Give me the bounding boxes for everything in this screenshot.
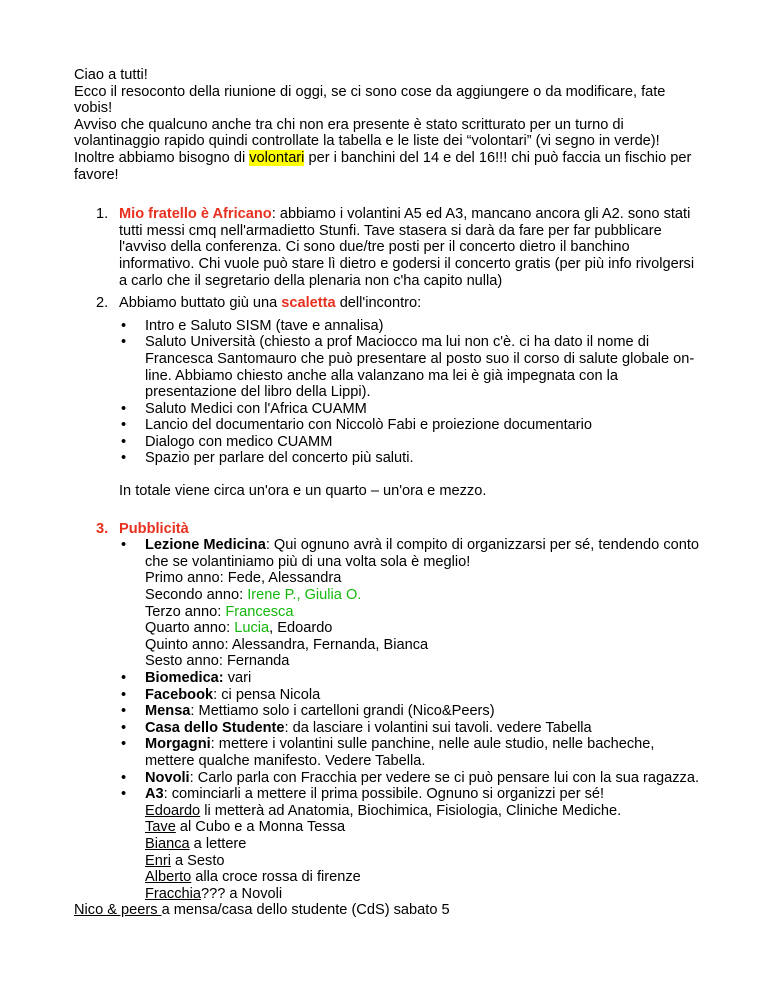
- assignment: [145, 853, 704, 870]
- list-item-facebook: [119, 687, 704, 704]
- text: : cominciarli a mettere il prima possibile. Ognuno si organizzi per sé!: [163, 786, 605, 803]
- label: Casa dello Studente: [145, 719, 285, 736]
- agenda-list: [119, 318, 704, 467]
- bullet-icon: •: [121, 769, 127, 786]
- list-item-biomedica: [119, 670, 704, 687]
- bullet-icon: •: [121, 670, 127, 686]
- bullet-icon: •: [121, 786, 127, 803]
- bullet-icon: •: [121, 334, 127, 351]
- item-title: Pubblicità: [119, 520, 189, 537]
- list-item-a3: [119, 786, 704, 902]
- text: : ci pensa Nicola: [213, 686, 321, 703]
- list-item: [119, 434, 704, 451]
- person-name: Alberto: [145, 869, 192, 886]
- bullet-text: Saluto Università (chiesto a prof Maciocco ma lui non c'è. ci ha dato il nome di Francesca Santomauro che può presentare al posto suo il corso di salute globale on-line. Abbiamo chiesto anche alla valanzano ma lei è già impegnata con la presentazione del libro della Lippi).: [145, 334, 695, 401]
- list-number: 3.: [96, 520, 109, 537]
- bullet-icon: •: [121, 703, 127, 720]
- list-number: 2.: [96, 295, 109, 312]
- text: vari: [223, 670, 252, 686]
- label: Quarto anno:: [145, 620, 235, 637]
- assignment: [145, 869, 704, 886]
- main-list: [74, 206, 704, 902]
- volunteer-names: Irene P., Giulia O.: [247, 587, 362, 604]
- bullet-icon: •: [121, 317, 127, 334]
- list-item-mensa: [119, 703, 704, 720]
- text: : da lasciare i volantini sui tavoli. vedere Tabella: [284, 719, 592, 736]
- label: Biomedica:: [145, 670, 224, 686]
- highlighted-word: volontari: [249, 149, 305, 166]
- volunteer-names: Lucia: [234, 620, 270, 637]
- bullet-text: Dialogo con medico CUAMM: [145, 433, 333, 450]
- volunteers-request: [74, 150, 704, 183]
- text: , Edoardo: [269, 620, 333, 637]
- list-item: [119, 401, 704, 418]
- person-name: Fracchia: [145, 885, 201, 902]
- list-item-casa-studente: [119, 720, 704, 737]
- year-1: Primo anno: Fede, Alessandra: [145, 570, 342, 587]
- list-item-novoli: [119, 770, 704, 787]
- duration-summary: In totale viene circa un'ora e un quarto – un'ora e mezzo.: [119, 483, 487, 500]
- item-title: scaletta: [281, 295, 336, 312]
- publicity-list: [119, 537, 704, 902]
- bullet-icon: •: [121, 719, 127, 736]
- label: Novoli: [145, 769, 190, 786]
- list-item-lezione: [119, 537, 704, 670]
- bullet-text: Spazio per parlare del concerto più saluti.: [145, 450, 414, 467]
- label: Secondo anno:: [145, 587, 248, 604]
- year-4: [145, 620, 704, 637]
- text: al Cubo e a Monna Tessa: [175, 819, 346, 836]
- bullet-icon: •: [121, 736, 127, 753]
- assignment: [145, 836, 704, 853]
- label: Lezione Medicina: [145, 537, 266, 554]
- text: : Mettiamo solo i cartelloni grandi (Nico&Peers): [190, 703, 495, 720]
- bullet-icon: •: [121, 400, 127, 417]
- final-line: [74, 902, 704, 919]
- text: a lettere: [189, 835, 247, 852]
- bullet-icon: •: [121, 537, 127, 554]
- list-item-2: [74, 295, 704, 500]
- text: a mensa/casa dello studente (CdS) sabato 5: [161, 902, 450, 919]
- person-name: Tave: [145, 819, 176, 836]
- text: : Carlo parla con Fracchia per vedere se ci può pensare lui con la sua ragazza.: [189, 769, 700, 786]
- person-name: Edoardo: [145, 802, 201, 819]
- document-body: [74, 67, 704, 919]
- item-text: : abbiamo i volantini A5 ed A3, mancano ancora gli A2. sono stati tutti messi cmq nell'armadietto Stunfi. Tave stasera si darà da fare per far pubblicare l'avviso della conferenza. Ci sono due/tre posti per il concerto dietro il banchino informativo. Chi vuole può stare lì dietro e godersi il concerto gratis (per più info rivolgersi a carlo che il segretario della plenaria non c'ha capito nulla): [119, 206, 695, 289]
- item-text: dell'incontro:: [335, 295, 422, 312]
- label: Mensa: [145, 703, 191, 720]
- year-6: Sesto anno: Fernanda: [145, 653, 290, 670]
- text: Inoltre abbiamo bisogno di: [74, 149, 250, 166]
- list-item-3: [74, 521, 704, 903]
- label: Morgagni: [145, 736, 211, 753]
- bullet-text: Lancio del documentario con Niccolò Fabi e proiezione documentario: [145, 417, 592, 434]
- assignment: [145, 803, 704, 820]
- year-3: [145, 604, 704, 621]
- label: Terzo anno:: [145, 603, 226, 620]
- list-item: [119, 318, 704, 335]
- person-name: Enri: [145, 852, 171, 869]
- person-name: Nico & peers: [74, 902, 162, 919]
- list-item: [119, 417, 704, 434]
- intro-line: Ecco il resoconto della riunione di oggi, se ci sono cose da aggiungere o da modificare, fate vobis!: [74, 83, 666, 117]
- list-item: [119, 450, 704, 467]
- list-number: 1.: [96, 206, 109, 223]
- assignment: [145, 886, 704, 903]
- text: a Sesto: [170, 852, 225, 869]
- text: alla croce rossa di firenze: [191, 869, 361, 886]
- year-2: [145, 587, 704, 604]
- greeting: Ciao a tutti!: [74, 67, 148, 83]
- label: A3: [145, 786, 164, 803]
- person-name: Bianca: [145, 835, 190, 852]
- bullet-icon: •: [121, 450, 127, 467]
- text: per i banchini del 14 e del 16!!! chi può faccia un fischio per favore!: [74, 149, 692, 183]
- text: ??? a Novoli: [200, 885, 283, 902]
- bullet-icon: •: [121, 433, 127, 450]
- item-title: Mio fratello è Africano: [119, 206, 272, 223]
- year-5: Quinto anno: Alessandra, Fernanda, Bianca: [145, 636, 429, 653]
- text: : mettere i volantini sulle panchine, nelle aule studio, nelle bacheche, mettere qualche manifesto. Vedere Tabella.: [145, 736, 655, 769]
- text: : Qui ognuno avrà il compito di organizzarsi per sé, tendendo conto che se volantiniamo più di una volta sola è meglio!: [145, 537, 700, 570]
- bullet-icon: •: [121, 686, 127, 703]
- bullet-text: Saluto Medici con l'Africa CUAMM: [145, 400, 367, 417]
- volunteer-names: Francesca: [225, 603, 294, 620]
- text: li metterà ad Anatomia, Biochimica, Fisiologia, Cliniche Mediche.: [200, 802, 622, 819]
- notice-line: Avviso che qualcuno anche tra chi non era presente è stato scritturato per un turno di volantinaggio rapido quindi controllate la tabella e le liste dei “volontari” (vi segno in verde)!: [74, 116, 660, 150]
- bullet-text: Intro e Saluto SISM (tave e annalisa): [145, 317, 384, 334]
- label: Facebook: [145, 686, 214, 703]
- bullet-icon: •: [121, 417, 127, 434]
- list-item: [119, 334, 704, 400]
- list-item-1: [74, 206, 704, 289]
- item-text: Abbiamo buttato giù una: [119, 295, 282, 312]
- assignment: [145, 819, 704, 836]
- list-item-morgagni: [119, 736, 704, 769]
